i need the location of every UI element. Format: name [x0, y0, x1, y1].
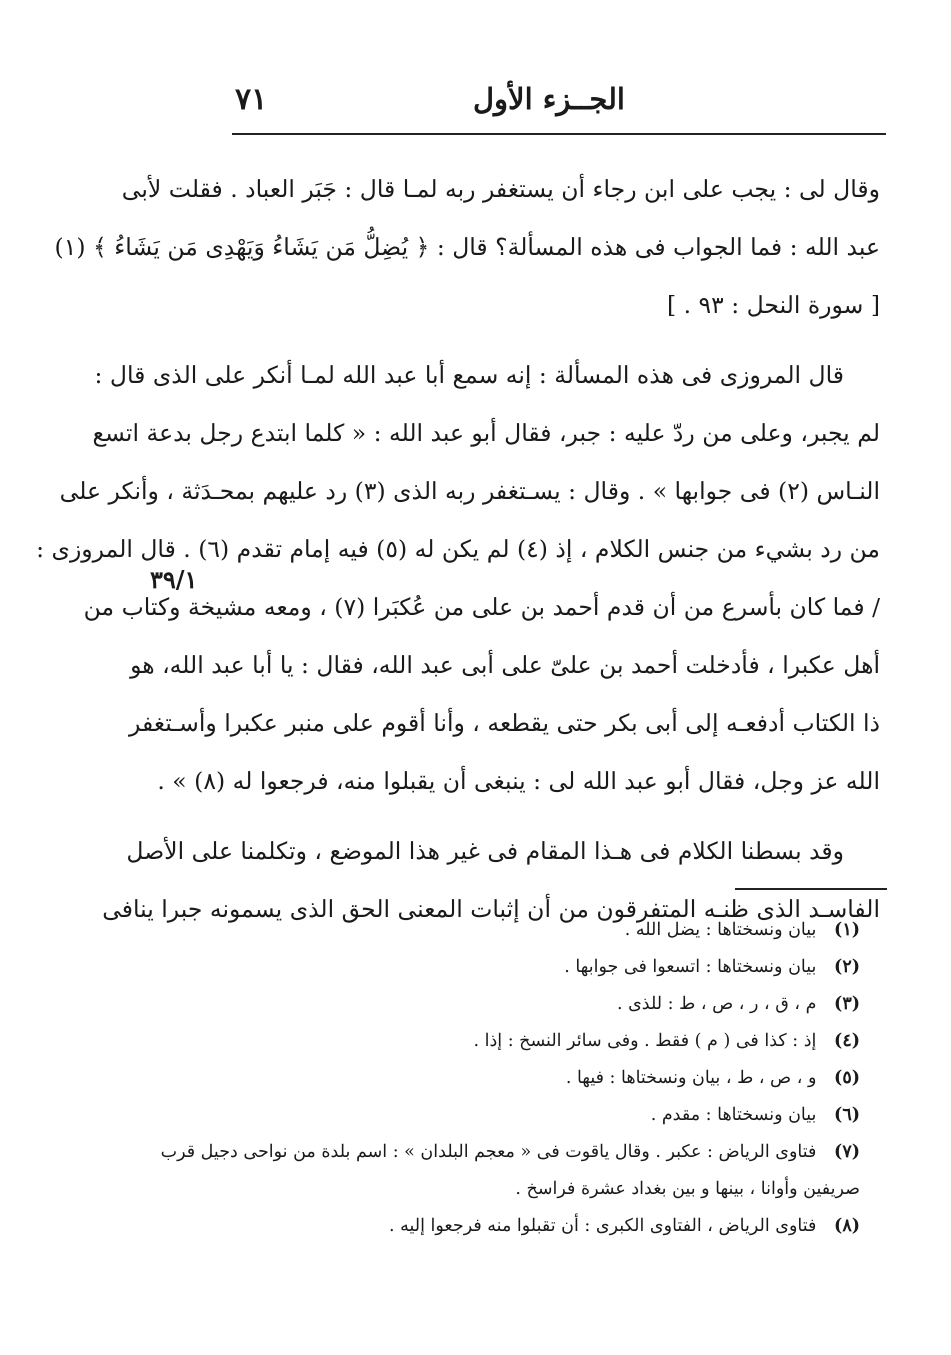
body-line: / فما كان بأسرع من أن قدم أحمد بن على من عُكبَرا (٧) ، ومعه مشيخة وكتاب من: [83, 593, 880, 621]
footnote-number: (٤): [834, 1031, 860, 1051]
body-line: [ سورة النحل : ٩٣ . ]: [666, 291, 880, 319]
running-title: الجــزء الأول: [472, 82, 625, 116]
body-line: النـاس (٢) فى جوابها » . وقال : يسـتغفر ربه الذى (٣) رد عليهم بمحـدَثة ، وأنكر على: [59, 477, 880, 505]
paragraph-gap: [240, 810, 880, 822]
header-rule: [232, 133, 886, 135]
footnote-number: (١): [834, 920, 860, 940]
page-number: ٧١: [235, 82, 268, 117]
body-line: ذا الكتاب أدفعـه إلى أبى بكر حتى يقطعه ، وأنا أقوم على منبر عكبرا وأسـتغفر: [129, 709, 880, 737]
body-line: من رد بشيء من جنس الكلام ، إذ (٤) لم يكن له (٥) فيه إمام تقدم (٦) . قال المروزى :: [36, 535, 880, 563]
body-line: وقد بسطنا الكلام فى هـذا المقام فى غير هذا الموضع ، وتكلمنا على الأصل: [126, 837, 844, 865]
body-line: الله عز وجل، فقال أبو عبد الله لى : ينبغى أن يقبلوا منه، فرجعوا له (٨) » .: [157, 767, 880, 795]
footnote: [245, 1023, 860, 1060]
footnote-number: (٢): [834, 957, 860, 977]
footnote-number: (٥): [834, 1068, 860, 1088]
footnote: [245, 1060, 860, 1097]
margin-note: ٣٩/١: [150, 565, 198, 594]
body-line: عبد الله : فما الجواب فى هذه المسألة؟ قال : ﴿ يُضِلُّ مَن يَشَاءُ وَيَهْدِى مَن يَشَاءُ ﴾ (١): [54, 233, 880, 261]
footnote-text: بيان ونسختاها : اتسعوا فى جوابها .: [564, 957, 817, 977]
footnote-text: و ، ص ، ط ، بيان ونسختاها : فيها .: [565, 1068, 817, 1088]
footnote-rule: [735, 888, 887, 890]
body-line: الفاسـد الذى ظنـه المتفرقون من أن إثبات المعنى الحق الذى يسمونه جبرا ينافى: [102, 895, 880, 923]
footnote-number: (٧): [834, 1142, 860, 1162]
footnote: [245, 912, 860, 949]
footnote: [245, 1097, 860, 1134]
footnote-number: (٨): [834, 1216, 860, 1236]
footnote-text: بيان ونسختاها : مقدم .: [650, 1105, 817, 1125]
footnote: [245, 986, 860, 1023]
footnote: [245, 1208, 860, 1245]
footnote-number: (٣): [834, 994, 860, 1014]
footnote-text: م ، ق ، ر ، ص ، ط : للذى .: [616, 994, 817, 1014]
footnote-continuation: [245, 1171, 860, 1208]
page-header: [235, 78, 885, 130]
footnote-text: فتاوى الرياض ، الفتاوى الكبرى : أن تقبلوا منه فرجعوا إليه .: [388, 1216, 817, 1236]
footnote-number: (٦): [834, 1105, 860, 1125]
footnote: [245, 949, 860, 986]
footnote-text: إذ : كذا فى ( م ) فقط . وفى سائر النسخ : إذا .: [473, 1031, 817, 1051]
body-line: قال المروزى فى هذه المسألة : إنه سمع أبا عبد الله لمـا أنكر على الذى قال :: [94, 361, 844, 389]
footnote: [160, 1134, 860, 1171]
footnote-text: بيان ونسختاها : يضل الله .: [624, 920, 817, 940]
body-line: وقال لى : يجب على ابن رجاء أن يستغفر ربه لمـا قال : جَبَر العباد . فقلت لأبى: [121, 175, 880, 203]
paragraph-gap: [240, 334, 880, 346]
footnotes: [160, 912, 860, 1245]
body-line: لم يجبر، وعلى من ردّ عليه : جبر، فقال أبو عبد الله : « كلما ابتدع رجل بدعة اتسع: [92, 419, 880, 447]
footnote-text: صريفين وأوانا ، بينها و بين بغداد عشرة فراسخ .: [515, 1179, 860, 1199]
footnote-text: فتاوى الرياض : عكبر . وقال ياقوت فى « معجم البلدان » : اسم بلدة من نواحى دجيل قرب: [160, 1142, 817, 1162]
body-line: أهل عكبرا ، فأدخلت أحمد بن علىّ على أبى عبد الله، فقال : يا أبا عبد الله، هو: [130, 651, 880, 679]
